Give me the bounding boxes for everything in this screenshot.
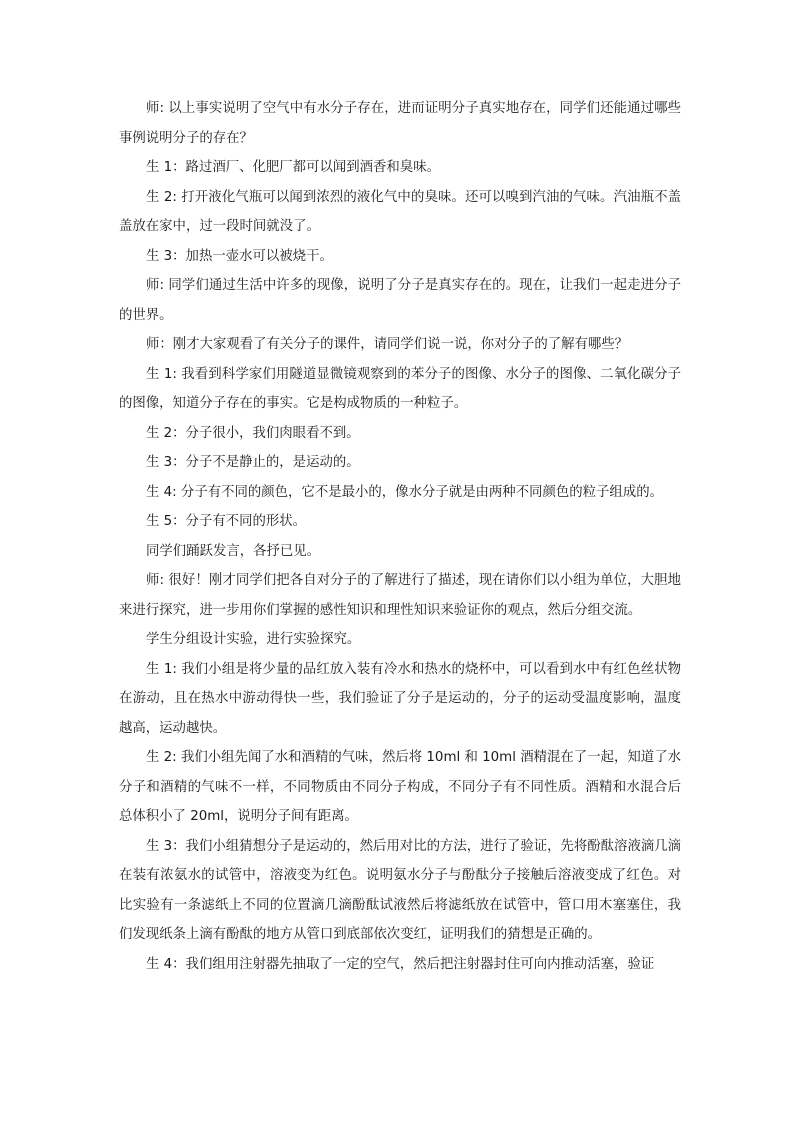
- paragraph: 生 1：路过酒厂、化肥厂都可以闻到酒香和臭味。: [146, 160, 440, 175]
- paragraph: 生 2：分子很小，我们肉眼看不到。: [146, 425, 360, 441]
- paragraph: 师: 很好！刚才同学们把各自对分子的了解进行了描述，现在请你们以小组为单位，大胆地来进行探究，进一步用你们掌握的感性知识和理性知识来验证你的观点，然后分组交流。: [119, 573, 681, 618]
- paragraph: 同学们踊跃发言，各抒已见。: [146, 543, 321, 559]
- document-body: [119, 94, 681, 979]
- paragraph: 师: 以上事实说明了空气中有水分子存在，进而证明分子真实地存在，同学们还能通过哪些事例说明分子的存在？: [119, 101, 681, 146]
- paragraph: 生 2: 打开液化气瓶可以闻到浓烈的液化气中的臭味。还可以嗅到汽油的气味。汽油瓶不盖盖放在家中，过一段时间就没了。: [119, 189, 681, 234]
- paragraph: 生 1: 我看到科学家们用隧道显微镜观察到的苯分子的图像、水分子的图像、二氧化碳分子的图像，知道分子存在的事实。它是构成物质的一种粒子。: [119, 366, 681, 411]
- paragraph: 生 3：分子不是静止的，是运动的。: [146, 455, 360, 470]
- paragraph: 生 1: 我们小组是将少量的品红放入装有冷水和热水的烧杯中，可以看到水中有红色丝状物在游动，且在热水中游动得快一些，我们验证了分子是运动的，分子的运动受温度影响，温度越高，运动越快。: [119, 661, 681, 736]
- paragraph: 生 4: 分子有不同的颜色，它不是最小的，像水分子就是由两种不同颜色的粒子组成的。: [146, 484, 663, 500]
- paragraph: 生 2: 我们小组先闻了水和酒精的气味，然后将 10ml 和 10ml 酒精混在了一起，知道了水分子和酒精的气味不一样，不同物质由不同分子构成，不同分子有不同性质。酒精和水混合后总体积小了 20ml，说明分子间有距离。: [119, 750, 681, 824]
- paragraph: 生 4：我们组用注射器先抽取了一定的空气，然后把注射器封住可向内推动活塞，验证: [146, 956, 655, 972]
- paragraph: 师: 同学们通过生活中许多的现像，说明了分子是真实存在的。现在，让我们一起走进分子的世界。: [119, 278, 681, 323]
- paragraph: 学生分组设计实验，进行实验探究。: [146, 632, 361, 647]
- paragraph: 师：刚才大家观看了有关分子的课件，请同学们说一说，你对分子的了解有哪些？: [146, 337, 629, 352]
- paragraph: 生 3：加热一壶水可以被烧干。: [146, 248, 333, 264]
- paragraph: 生 5：分子有不同的形状。: [146, 514, 307, 529]
- paragraph: 生 3：我们小组猜想分子是运动的，然后用对比的方法，进行了验证，先将酚酞溶液滴几滴在装有浓氨水的试管中，溶液变为红色。说明氨水分子与酚酞分子接触后溶液变成了红色。对比实验有一条滤纸上不同的位置滴几滴酚酞试液然后将滤纸放在试管中，管口用木塞塞住，我们发现纸条上滴有酚酞的地方从管口到底部依次变红，证明我们的猜想是正确的。: [119, 838, 682, 942]
